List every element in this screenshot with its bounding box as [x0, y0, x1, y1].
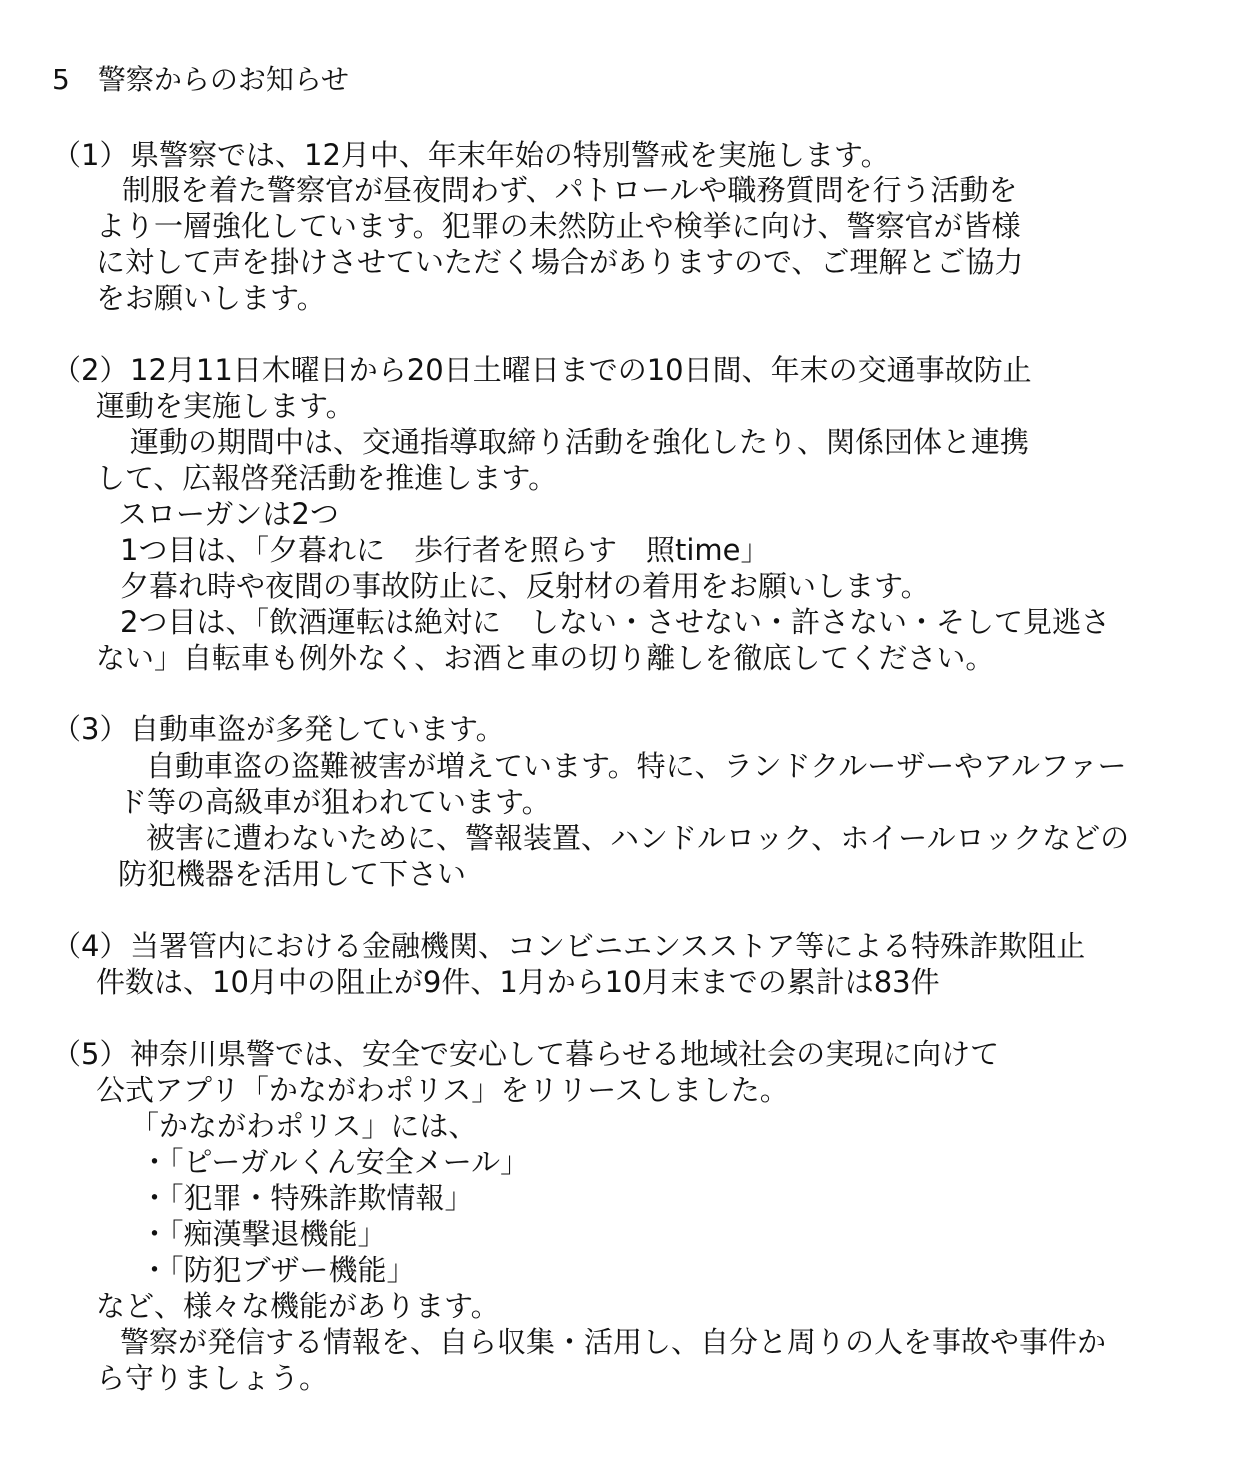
item-3-line: ド等の高級車が狙われています。 [118, 785, 551, 819]
item-2-label: （2） [52, 353, 129, 387]
item-2-line: 2つ目は、「飲酒運転は絶対に しない・させない・許さない・そして見逃さ [120, 605, 1110, 639]
item-5-bullet: ・「ピーガルくん安全メール」 [140, 1145, 530, 1179]
item-2-line: 運動の期間中は、交通指導取締り活動を強化したり、関係団体と連携 [130, 425, 1030, 459]
item-1-line: 県警察では、12月中、年末年始の特別警戒を実施します。 [130, 138, 890, 172]
item-2-line: ない」自転車も例外なく、お酒と車の切り離しを徹底してください。 [96, 641, 995, 675]
item-2-line: スローガンは2つ [118, 497, 339, 531]
item-1-line: より一層強化しています。犯罪の未然防止や検挙に向け、警察官が皆様 [96, 209, 1021, 243]
item-1-line: をお願いします。 [96, 281, 326, 315]
item-5-line: ら守りましょう。 [96, 1361, 329, 1395]
item-5-line: 警察が発信する情報を、自ら収集・活用し、自分と周りの人を事故や事件か [120, 1325, 1107, 1359]
item-1-label: （1） [52, 138, 129, 172]
item-5-label: （5） [52, 1037, 129, 1071]
item-2-line: 夕暮れ時や夜間の事故防止に、反射材の着用をお願いします。 [120, 569, 930, 603]
item-3-line: 自動車盗の盗難被害が増えています。特に、ランドクルーザーやアルファー [146, 749, 1127, 783]
item-5-bullet: ・「犯罪・特殊詐欺情報」 [140, 1181, 474, 1215]
item-2-line: 12月11日木曜日から20日土曜日までの10日間、年末の交通事故防止 [130, 353, 1032, 387]
item-2-line: 運動を実施します。 [96, 389, 355, 423]
item-1-line: 制服を着た警察官が昼夜問わず、パトロールや職務質問を行う活動を [122, 173, 1018, 207]
item-2-line: して、広報啓発活動を推進します。 [96, 461, 558, 495]
item-4-line: 件数は、10月中の阻止が9件、1月から10月末までの累計は83件 [96, 965, 940, 999]
section-title: 5 警察からのお知らせ [52, 63, 349, 96]
item-2-line: 1つ目は、「夕暮れに 歩行者を照らす 照time」 [120, 533, 770, 567]
item-3-line: 防犯機器を活用して下さい [118, 857, 467, 891]
item-3-line: 被害に遭わないために、警報装置、ハンドルロック、ホイールロックなどの [146, 821, 1130, 855]
item-5-bullet: ・「防犯ブザー機能」 [140, 1253, 416, 1287]
item-5-line: など、様々な機能があります。 [96, 1289, 500, 1323]
item-5-bullet: ・「痴漢撃退機能」 [140, 1217, 387, 1251]
item-1-line: に対して声を掛けさせていただく場合がありますので、ご理解とご協力 [96, 245, 1024, 279]
item-3-line: 自動車盗が多発しています。 [130, 712, 505, 746]
item-5-line: 神奈川県警では、安全で安心して暮らせる地域社会の実現に向けて [130, 1037, 1000, 1071]
item-5-line: 「かながわポリス」には、 [130, 1109, 478, 1143]
item-4-line: 当署管内における金融機関、コンビニエンスストア等による特殊詐欺阻止 [130, 929, 1086, 963]
item-5-line: 公式アプリ「かながわポリス」をリリースしました。 [96, 1073, 789, 1107]
item-4-label: （4） [52, 929, 129, 963]
item-3-label: （3） [52, 712, 129, 746]
